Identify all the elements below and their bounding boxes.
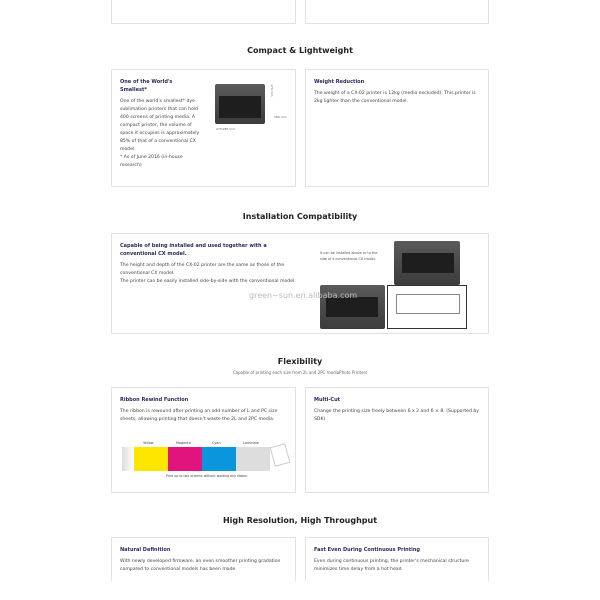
card-body: The ribbon is rewound after printing an odd number of L and PC size sheets, allowing printing that doesn't waste the 2L and 2PC media. [120,409,278,422]
card-body: With newly developed firmware, an even smoother printing gradation compared to conventional models has been made [120,559,281,572]
dimension-height: 170 mm [270,84,274,97]
label-cyan: Cyan [212,441,221,445]
section-subtitle-flex: Capable of printing each size from 2L and 2PC mediaPhoto Printers [232,370,368,375]
label-yellow: Yellow [143,441,154,445]
top-card-left [111,0,296,24]
dimension-depth: 366 mm [274,115,287,119]
dimension-width: 275/285 mm [216,127,236,131]
card-body: The weight of a CX-02 printer is 12kg (media excluded). This printer is 2kg lighter than the conventional model. [314,91,476,104]
card-natural-definition [111,537,296,581]
ribbon-caption: Print up to two screens without wasting any ribbon. [165,474,249,478]
section-title-hires: High Resolution, High Throughput [222,516,378,525]
card-weight-reduction [305,69,489,187]
install-caption: It can be installed above or to the side of a conventional CX model. [320,251,378,261]
ribbon-diagram [122,441,287,481]
top-card-right [305,0,489,24]
card-title: Multi-Cut [314,397,341,403]
card-body: The height and depth of the CX-02 printer are the same as those of the conventional CX model. [120,263,285,276]
section-title-install: Installation Compatibility [242,212,358,221]
card-body-2: The printer can be easily installed side-by-side with the conventional model. [120,279,296,284]
card-title: Ribbon Rewind Function [120,397,189,403]
card-multi-cut [305,387,489,493]
card-note: * As of June 2016 (in-house research) [120,155,183,168]
printer-top-image [394,241,460,285]
card-fast-printing [305,537,489,581]
label-magenta: Magenta [176,441,191,445]
card-install [111,233,489,334]
card-title: Capable of being installed and used together with a conventional CX model. [120,243,267,257]
section-title-compact: Compact & Lightweight [247,46,353,55]
card-worlds-smallest [111,69,296,187]
label-laminate: Laminate [243,441,259,445]
card-body: One of the world's smallest* dye sublimation printers that can hold 400 screens of printing media. A compact printer, the volume of space it occupies is approximately 85% of that of a conventional CX model. [120,99,200,152]
printer-image [215,84,265,124]
card-ribbon-rewind [111,387,296,493]
card-title: Fast Even During Continuous Printing [314,547,420,553]
card-title: Weight Reduction [314,79,365,85]
conventional-printer-drawing [387,285,467,329]
watermark: green~sun.en.alibaba.com [249,291,358,300]
card-title: One of the World's Smallest* [120,79,173,93]
card-title: Natural Definition [120,547,171,553]
card-body: Change the printing size freely between 6 x 2 and 6 × 8. (Supported by SDK) [314,409,479,422]
section-title-flex: Flexibility [277,357,323,366]
card-body: Even during continuous printing, the printer's mechanical structure minimizes time delay from a hot head. [314,559,469,572]
